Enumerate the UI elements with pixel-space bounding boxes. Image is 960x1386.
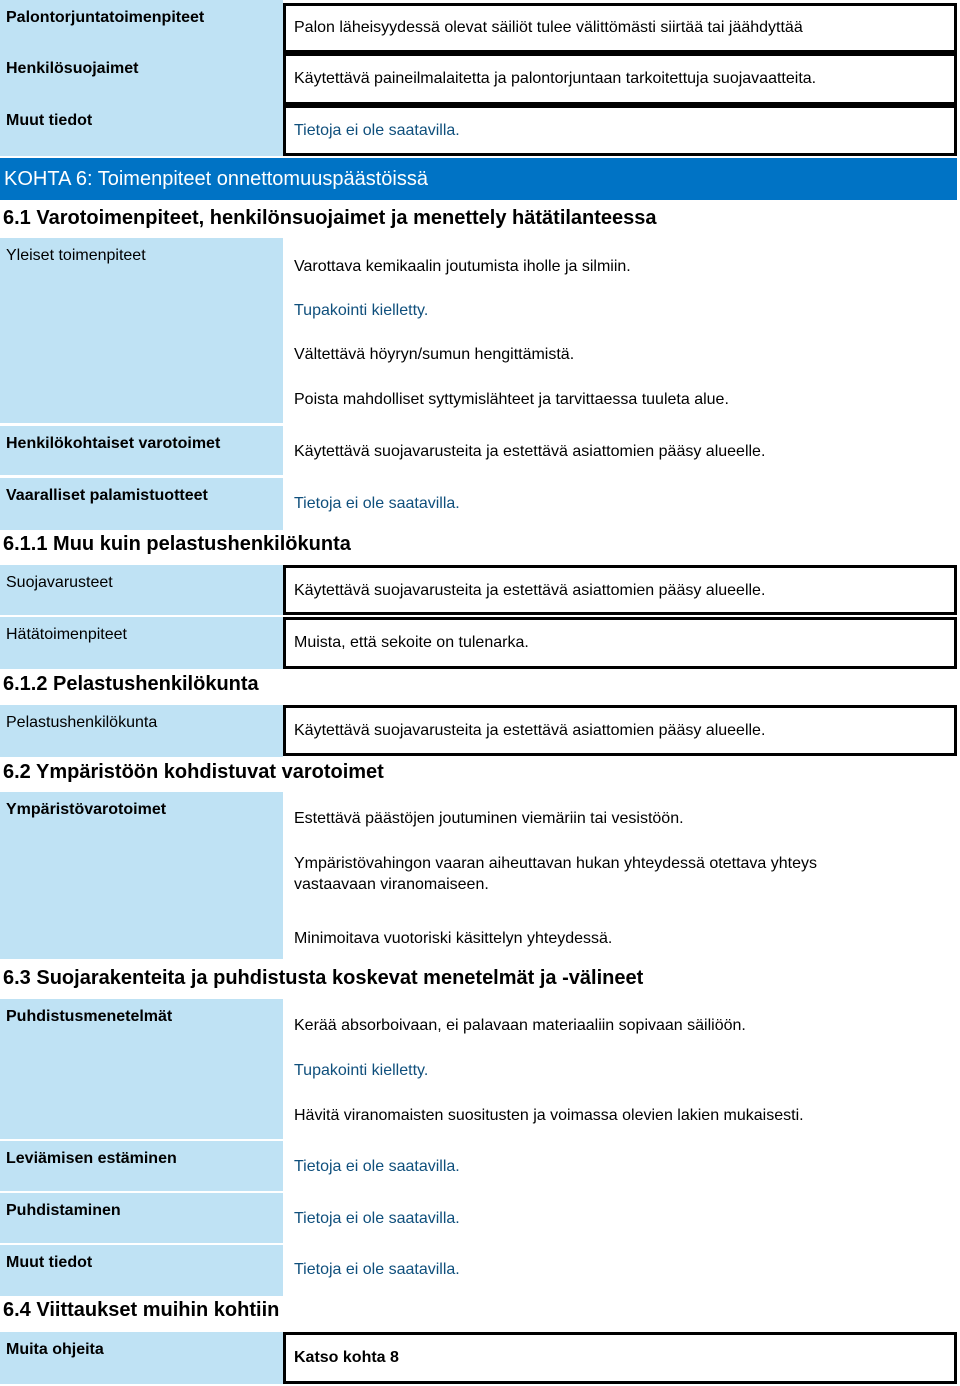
row-label-ref: Muita ohjeita (0, 1332, 283, 1384)
row-value-other: Tietoja ei ole saatavilla. (294, 1261, 460, 1278)
row-label-env: Ympäristövarotoimet (0, 792, 283, 959)
row-value-other-info: Tietoja ei ole saatavilla. (294, 122, 460, 139)
subsection-title-6-1-1: 6.1.1 Muu kuin pelastushenkilökunta (3, 533, 351, 555)
subsection-title-6-4: 6.4 Viittaukset muihin kohtiin (3, 1299, 280, 1321)
row-label-protect: Suojavarusteet (0, 565, 283, 615)
subsection-title-6-2: 6.2 Ympäristöön kohdistuvat varotoimet (3, 761, 384, 783)
clean-value-3: Hävitä viranomaisten suositusten ja voimassa olevien lakien mukaisesti. (294, 1107, 804, 1124)
general-value-3: Vältettävä höyryn/sumun hengittämistä. (294, 346, 575, 363)
row-label-other-info: Muut tiedot (0, 103, 283, 156)
row-label-personal: Henkilökohtaiset varotoimet (0, 426, 283, 475)
subsection-title-6-3: 6.3 Suojarakenteita ja puhdistusta koskevat menetelmät ja -välineet (3, 967, 644, 989)
general-value-2: Tupakointi kielletty. (294, 302, 429, 319)
row-label-clean: Puhdistusmenetelmät (0, 999, 283, 1139)
row-value-hazard: Tietoja ei ole saatavilla. (294, 495, 460, 512)
row-value-ppe: Käytettävä paineilmalaitetta ja palontorjuntaan tarkoitettuja suojavaatteita. (294, 70, 817, 87)
row-value-ref: Katso kohta 8 (294, 1349, 399, 1366)
row-value-emergency: Muista, että sekoite on tulenarka. (294, 634, 529, 651)
row-value-rescue: Käytettävä suojavarusteita ja estettävä asiattomien pääsy alueelle. (294, 722, 766, 739)
env-value-2b: vastaavaan viranomaiseen. (294, 876, 489, 893)
row-label-emergency: Hätätoimenpiteet (0, 617, 283, 669)
row-label-ppe: Henkilösuojaimet (0, 51, 283, 103)
env-value-1: Estettävä päästöjen joutuminen viemäriin tai vesistöön. (294, 810, 684, 827)
clean-value-2: Tupakointi kielletty. (294, 1062, 429, 1079)
subsection-title-6-1: 6.1 Varotoimenpiteet, henkilönsuojaimet ja menettely hätätilanteessa (3, 207, 657, 229)
row-value-protect: Käytettävä suojavarusteita ja estettävä asiattomien pääsy alueelle. (294, 582, 766, 599)
general-value-1: Varottava kemikaalin joutumista iholle ja silmiin. (294, 258, 631, 275)
row-label-hazard: Vaaralliset palamistuotteet (0, 478, 283, 530)
clean-value-1: Kerää absorboivaan, ei palavaan materiaaliin sopivaan säiliöön. (294, 1017, 746, 1034)
row-value-personal: Käytettävä suojavarusteita ja estettävä asiattomien pääsy alueelle. (294, 443, 766, 460)
row-value-cleaning: Tietoja ei ole saatavilla. (294, 1210, 460, 1227)
row-label-general: Yleiset toimenpiteet (0, 238, 283, 423)
env-value-2a: Ympäristövahingon vaaran aiheuttavan hukan yhteydessä otettava yhteys (294, 855, 817, 872)
section-title: KOHTA 6: Toimenpiteet onnettomuuspäästöissä (0, 158, 957, 200)
row-label-spread: Leviämisen estäminen (0, 1141, 283, 1191)
row-label-other: Muut tiedot (0, 1245, 283, 1296)
row-label-fire-measures: Palontorjuntatoimenpiteet (0, 0, 283, 51)
row-value-fire-measures: Palon läheisyydessä olevat säiliöt tulee välittömästi siirtää tai jäähdyttää (294, 19, 803, 36)
env-value-3: Minimoitava vuotoriski käsittelyn yhteydessä. (294, 930, 613, 947)
general-value-4: Poista mahdolliset syttymislähteet ja tarvittaessa tuuleta alue. (294, 391, 729, 408)
row-label-cleaning: Puhdistaminen (0, 1193, 283, 1243)
row-value-spread: Tietoja ei ole saatavilla. (294, 1158, 460, 1175)
row-label-rescue: Pelastushenkilökunta (0, 705, 283, 757)
subsection-title-6-1-2: 6.1.2 Pelastushenkilökunta (3, 673, 259, 695)
